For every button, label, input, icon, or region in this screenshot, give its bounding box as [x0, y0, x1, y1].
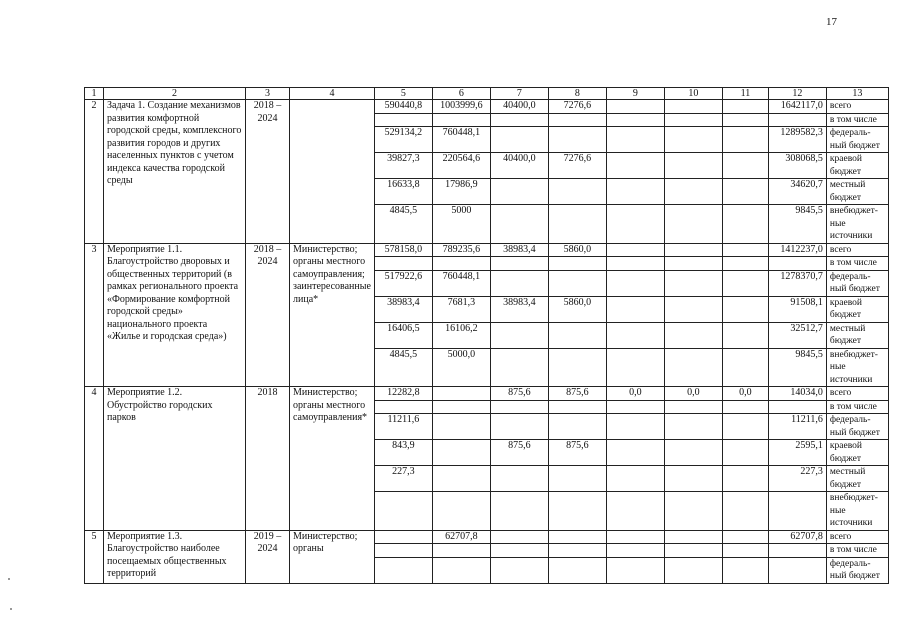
- budget-table: [84, 87, 889, 584]
- column-header-5: 5: [374, 88, 432, 100]
- value-cell-col9: [606, 127, 664, 153]
- value-cell-col11: [722, 322, 768, 348]
- column-header-8: 8: [548, 88, 606, 100]
- value-cell-col11: [722, 348, 768, 387]
- value-cell-col6: 62707,8: [432, 530, 490, 544]
- value-cell-col8: [548, 414, 606, 440]
- value-cell-col9: [606, 414, 664, 440]
- value-cell-col7: 40400,0: [490, 100, 548, 114]
- value-cell-col10: [664, 205, 722, 244]
- funding-source-cell: краевой бюджет: [826, 440, 888, 466]
- value-cell-col7: [490, 127, 548, 153]
- funding-source-cell: всего: [826, 243, 888, 257]
- value-cell-col7: [490, 557, 548, 583]
- value-cell-col10: [664, 296, 722, 322]
- value-cell-col5: 529134,2: [374, 127, 432, 153]
- total-cell: 34620,7: [768, 179, 826, 205]
- value-cell-col11: [722, 440, 768, 466]
- period-cell: 2018 – 2024: [246, 243, 290, 387]
- column-header-1: 1: [85, 88, 104, 100]
- total-cell: [768, 400, 826, 414]
- value-cell-col5: 39827,3: [374, 153, 432, 179]
- value-cell-col9: [606, 179, 664, 205]
- total-cell: 1289582,3: [768, 127, 826, 153]
- funding-source-cell: внебюджет- ные источники: [826, 348, 888, 387]
- value-cell-col7: [490, 113, 548, 127]
- value-cell-col10: [664, 127, 722, 153]
- value-cell-col6: [432, 113, 490, 127]
- value-cell-col8: [548, 544, 606, 558]
- value-cell-col8: [548, 400, 606, 414]
- value-cell-col10: 0,0: [664, 387, 722, 401]
- total-cell: 2595,1: [768, 440, 826, 466]
- value-cell-col6: 5000: [432, 205, 490, 244]
- value-cell-col10: [664, 544, 722, 558]
- value-cell-col10: [664, 440, 722, 466]
- value-cell-col10: [664, 243, 722, 257]
- total-cell: 308068,5: [768, 153, 826, 179]
- total-cell: 9845,5: [768, 348, 826, 387]
- funding-source-cell: местный бюджет: [826, 179, 888, 205]
- value-cell-col6: [432, 400, 490, 414]
- value-cell-col8: 5860,0: [548, 243, 606, 257]
- value-cell-col11: [722, 466, 768, 492]
- value-cell-col9: [606, 205, 664, 244]
- funding-source-cell: федераль- ный бюджет: [826, 414, 888, 440]
- value-cell-col7: 40400,0: [490, 153, 548, 179]
- value-cell-col11: 0,0: [722, 387, 768, 401]
- value-cell-col10: [664, 153, 722, 179]
- value-cell-col8: 875,6: [548, 387, 606, 401]
- value-cell-col8: [548, 492, 606, 531]
- value-cell-col10: [664, 492, 722, 531]
- value-cell-col6: [432, 414, 490, 440]
- value-cell-col9: [606, 466, 664, 492]
- value-cell-col7: 875,6: [490, 440, 548, 466]
- value-cell-col9: [606, 492, 664, 531]
- value-cell-col5: [374, 544, 432, 558]
- value-cell-col9: [606, 153, 664, 179]
- funding-source-cell: местный бюджет: [826, 466, 888, 492]
- column-header-4: 4: [290, 88, 375, 100]
- value-cell-col9: [606, 257, 664, 271]
- scan-speck: [10, 608, 12, 610]
- value-cell-col8: [548, 557, 606, 583]
- value-cell-col5: 590440,8: [374, 100, 432, 114]
- total-cell: 32512,7: [768, 322, 826, 348]
- value-cell-col7: [490, 414, 548, 440]
- value-cell-col9: [606, 440, 664, 466]
- value-cell-col10: [664, 100, 722, 114]
- funding-source-cell: всего: [826, 100, 888, 114]
- total-cell: [768, 492, 826, 531]
- total-cell: [768, 544, 826, 558]
- period-cell: 2018 – 2024: [246, 100, 290, 244]
- value-cell-col11: [722, 113, 768, 127]
- value-cell-col10: [664, 414, 722, 440]
- value-cell-col5: 517922,6: [374, 270, 432, 296]
- funding-source-cell: внебюджет- ные источники: [826, 205, 888, 244]
- column-header-3: 3: [246, 88, 290, 100]
- total-cell: 91508,1: [768, 296, 826, 322]
- column-header-9: 9: [606, 88, 664, 100]
- column-header-13: 13: [826, 88, 888, 100]
- value-cell-col7: [490, 544, 548, 558]
- value-cell-col9: [606, 296, 664, 322]
- value-cell-col9: [606, 544, 664, 558]
- value-cell-col7: [490, 205, 548, 244]
- executor-cell: Министерство; органы местного самоуправления*: [290, 387, 375, 531]
- value-cell-col9: [606, 113, 664, 127]
- total-cell: 1642117,0: [768, 100, 826, 114]
- value-cell-col5: [374, 257, 432, 271]
- value-cell-col11: [722, 400, 768, 414]
- value-cell-col8: [548, 113, 606, 127]
- funding-source-cell: в том числе: [826, 257, 888, 271]
- value-cell-col5: 11211,6: [374, 414, 432, 440]
- funding-source-cell: краевой бюджет: [826, 153, 888, 179]
- value-cell-col5: 578158,0: [374, 243, 432, 257]
- value-cell-col7: [490, 270, 548, 296]
- funding-source-cell: всего: [826, 387, 888, 401]
- value-cell-col7: 38983,4: [490, 296, 548, 322]
- funding-source-cell: в том числе: [826, 400, 888, 414]
- total-cell: 1278370,7: [768, 270, 826, 296]
- value-cell-col6: 760448,1: [432, 270, 490, 296]
- value-cell-col11: [722, 153, 768, 179]
- task-name-cell: Мероприятие 1.3. Благоустройство наиболее посещаемых общественных территорий: [104, 530, 246, 583]
- value-cell-col9: [606, 100, 664, 114]
- total-cell: 62707,8: [768, 530, 826, 544]
- task-name-cell: Задача 1. Создание механизмов развития комфортной городской среды, комплексного развития городов и других населенных пунктов с учетом индекса качества городской среды: [104, 100, 246, 244]
- value-cell-col9: 0,0: [606, 387, 664, 401]
- value-cell-col9: [606, 243, 664, 257]
- value-cell-col11: [722, 492, 768, 531]
- column-header-12: 12: [768, 88, 826, 100]
- value-cell-col10: [664, 179, 722, 205]
- value-cell-col8: [548, 270, 606, 296]
- value-cell-col6: 760448,1: [432, 127, 490, 153]
- funding-source-cell: в том числе: [826, 544, 888, 558]
- value-cell-col6: [432, 492, 490, 531]
- value-cell-col5: 4845,5: [374, 348, 432, 387]
- value-cell-col5: 16406,5: [374, 322, 432, 348]
- task-name-cell: Мероприятие 1.2. Обустройство городских парков: [104, 387, 246, 531]
- task-name-cell: Мероприятие 1.1. Благоустройство дворовых и общественных территорий (в рамках регионального проекта «Формирование комфортной городской среды» национального проекта «Жилье и городская среда»): [104, 243, 246, 387]
- value-cell-col8: [548, 348, 606, 387]
- total-cell: [768, 257, 826, 271]
- funding-source-cell: федераль- ный бюджет: [826, 127, 888, 153]
- value-cell-col5: 16633,8: [374, 179, 432, 205]
- funding-source-cell: в том числе: [826, 113, 888, 127]
- value-cell-col8: [548, 466, 606, 492]
- total-cell: [768, 113, 826, 127]
- row-number-cell: 5: [85, 530, 104, 583]
- total-cell: 1412237,0: [768, 243, 826, 257]
- funding-source-cell: краевой бюджет: [826, 296, 888, 322]
- total-cell: 9845,5: [768, 205, 826, 244]
- value-cell-col6: [432, 440, 490, 466]
- row-number-cell: 4: [85, 387, 104, 531]
- value-cell-col11: [722, 296, 768, 322]
- value-cell-col6: 16106,2: [432, 322, 490, 348]
- value-cell-col9: [606, 322, 664, 348]
- value-cell-col6: [432, 257, 490, 271]
- value-cell-col6: [432, 557, 490, 583]
- table-row: [85, 243, 889, 257]
- value-cell-col8: [548, 257, 606, 271]
- value-cell-col10: [664, 557, 722, 583]
- funding-source-cell: федераль- ный бюджет: [826, 557, 888, 583]
- value-cell-col5: [374, 113, 432, 127]
- value-cell-col11: [722, 270, 768, 296]
- executor-cell: Министерство; органы: [290, 530, 375, 583]
- value-cell-col5: 38983,4: [374, 296, 432, 322]
- value-cell-col10: [664, 113, 722, 127]
- scan-speck: [8, 578, 10, 580]
- table-row: [85, 387, 889, 401]
- value-cell-col9: [606, 557, 664, 583]
- row-number-cell: 3: [85, 243, 104, 387]
- value-cell-col11: [722, 257, 768, 271]
- executor-cell: Министерство; органы местного самоуправления; заинтересованные лица*: [290, 243, 375, 387]
- value-cell-col11: [722, 205, 768, 244]
- total-cell: 14034,0: [768, 387, 826, 401]
- value-cell-col6: 789235,6: [432, 243, 490, 257]
- value-cell-col5: [374, 557, 432, 583]
- total-cell: [768, 557, 826, 583]
- value-cell-col8: 875,6: [548, 440, 606, 466]
- value-cell-col7: [490, 348, 548, 387]
- column-header-7: 7: [490, 88, 548, 100]
- value-cell-col7: [490, 322, 548, 348]
- value-cell-col11: [722, 179, 768, 205]
- value-cell-col8: [548, 205, 606, 244]
- value-cell-col5: 12282,8: [374, 387, 432, 401]
- total-cell: 11211,6: [768, 414, 826, 440]
- value-cell-col11: [722, 530, 768, 544]
- value-cell-col6: 1003999,6: [432, 100, 490, 114]
- value-cell-col9: [606, 400, 664, 414]
- value-cell-col9: [606, 270, 664, 296]
- value-cell-col8: 7276,6: [548, 100, 606, 114]
- value-cell-col7: [490, 530, 548, 544]
- column-header-11: 11: [722, 88, 768, 100]
- value-cell-col5: [374, 400, 432, 414]
- value-cell-col10: [664, 270, 722, 296]
- value-cell-col7: 875,6: [490, 387, 548, 401]
- page-number: 17: [826, 16, 837, 28]
- value-cell-col8: [548, 127, 606, 153]
- value-cell-col5: 843,9: [374, 440, 432, 466]
- table-row: [85, 100, 889, 114]
- column-header-10: 10: [664, 88, 722, 100]
- value-cell-col7: [490, 257, 548, 271]
- value-cell-col5: [374, 530, 432, 544]
- value-cell-col9: [606, 530, 664, 544]
- period-cell: 2018: [246, 387, 290, 531]
- value-cell-col10: [664, 257, 722, 271]
- header-row: [85, 88, 889, 100]
- value-cell-col8: [548, 179, 606, 205]
- row-number-cell: 2: [85, 100, 104, 244]
- value-cell-col11: [722, 544, 768, 558]
- column-header-6: 6: [432, 88, 490, 100]
- value-cell-col8: 5860,0: [548, 296, 606, 322]
- column-header-2: 2: [104, 88, 246, 100]
- value-cell-col11: [722, 100, 768, 114]
- table-row: [85, 530, 889, 544]
- value-cell-col7: 38983,4: [490, 243, 548, 257]
- funding-source-cell: всего: [826, 530, 888, 544]
- value-cell-col8: [548, 530, 606, 544]
- value-cell-col5: 227,3: [374, 466, 432, 492]
- value-cell-col11: [722, 557, 768, 583]
- value-cell-col5: 4845,5: [374, 205, 432, 244]
- value-cell-col10: [664, 322, 722, 348]
- value-cell-col6: [432, 466, 490, 492]
- funding-source-cell: местный бюджет: [826, 322, 888, 348]
- value-cell-col9: [606, 348, 664, 387]
- value-cell-col11: [722, 127, 768, 153]
- value-cell-col6: 5000,0: [432, 348, 490, 387]
- executor-cell: [290, 100, 375, 244]
- value-cell-col11: [722, 243, 768, 257]
- value-cell-col10: [664, 466, 722, 492]
- value-cell-col7: [490, 400, 548, 414]
- value-cell-col11: [722, 414, 768, 440]
- value-cell-col8: [548, 322, 606, 348]
- value-cell-col10: [664, 400, 722, 414]
- value-cell-col6: [432, 387, 490, 401]
- value-cell-col7: [490, 492, 548, 531]
- value-cell-col6: 7681,3: [432, 296, 490, 322]
- total-cell: 227,3: [768, 466, 826, 492]
- value-cell-col7: [490, 466, 548, 492]
- value-cell-col6: [432, 544, 490, 558]
- value-cell-col6: 17986,9: [432, 179, 490, 205]
- value-cell-col8: 7276,6: [548, 153, 606, 179]
- value-cell-col7: [490, 179, 548, 205]
- value-cell-col10: [664, 530, 722, 544]
- value-cell-col6: 220564,6: [432, 153, 490, 179]
- value-cell-col5: [374, 492, 432, 531]
- value-cell-col10: [664, 348, 722, 387]
- funding-source-cell: федераль- ный бюджет: [826, 270, 888, 296]
- period-cell: 2019 – 2024: [246, 530, 290, 583]
- funding-source-cell: внебюджет- ные источники: [826, 492, 888, 531]
